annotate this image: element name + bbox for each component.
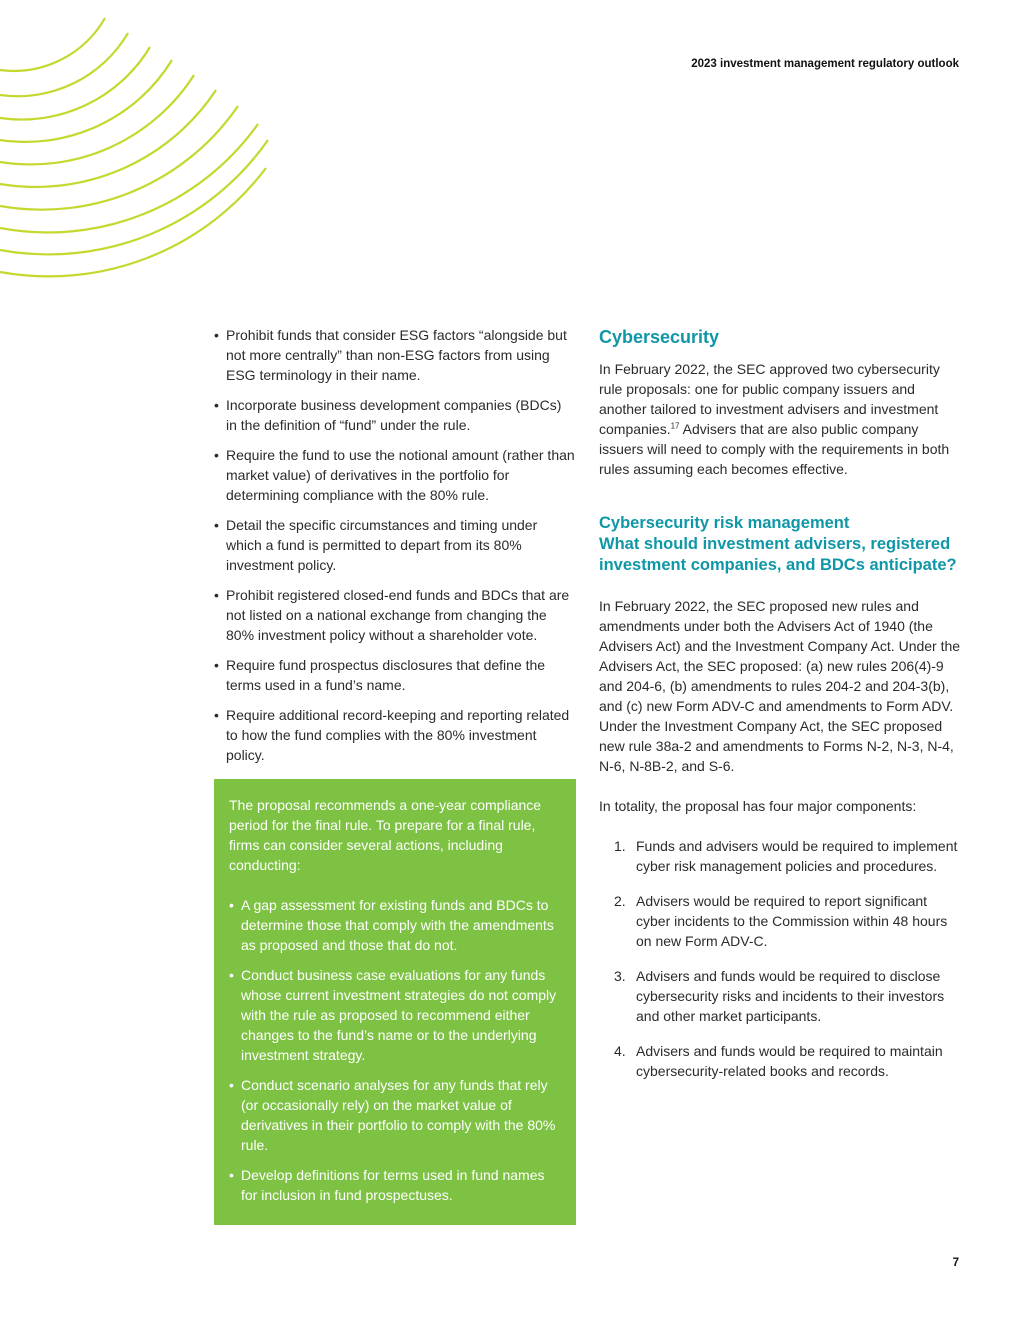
right-column bbox=[599, 325, 964, 1096]
arc-4 bbox=[0, 60, 172, 142]
intro-text: In February 2022, the SEC approved two cybersecurity rule proposals: one for public company issuers and another tailored to investment advisers and investment companies. bbox=[599, 361, 940, 437]
arc-2 bbox=[0, 33, 128, 96]
list-item bbox=[599, 966, 964, 1026]
list-text: Advisers would be required to report significant cyber incidents to the Commission within 48 hours on new Form ADV-C. bbox=[636, 893, 948, 949]
callout-box bbox=[214, 779, 576, 1225]
list-item: • Prohibit funds that consider ESG factors “alongside but not more centrally” than non-ESG factors from using ESG terminology in their name. bbox=[214, 325, 576, 385]
decorative-arcs bbox=[0, 0, 280, 290]
list-text: Funds and advisers would be required to implement cyber risk management policies and procedures. bbox=[636, 838, 958, 874]
list-item: • Prohibit registered closed-end funds and BDCs that are not listed on a national exchange from changing the 80% investment policy without a shareholder vote. bbox=[214, 585, 576, 645]
list-item: • A gap assessment for existing funds and BDCs to determine those that comply with the amendments as proposed and those that do not. bbox=[229, 895, 561, 955]
list-item: • Incorporate business development companies (BDCs) in the definition of “fund” under the rule. bbox=[214, 395, 576, 435]
running-header: 2023 investment management regulatory outlook bbox=[691, 58, 959, 70]
list-item: • Conduct scenario analyses for any funds that rely (or occasionally rely) on the market value of derivatives in their portfolio to comply with the 80% rule. bbox=[229, 1075, 561, 1155]
list-item: • Conduct business case evaluations for any funds whose current investment strategies do not comply with the rule as proposed to recommend either changes to the fund’s name or to the underlying investment strategy. bbox=[229, 965, 561, 1065]
components-list bbox=[599, 836, 964, 1081]
list-item bbox=[599, 891, 964, 951]
callout-intro: The proposal recommends a one-year compliance period for the final rule. To prepare for a final rule, firms can consider several actions, including conducting: bbox=[229, 797, 542, 873]
list-text: Advisers and funds would be required to disclose cybersecurity risks and incidents to their investors and other market participants. bbox=[636, 968, 945, 1024]
components-intro: In totality, the proposal has four major components: bbox=[599, 798, 917, 814]
list-text: Advisers and funds would be required to maintain cybersecurity-related books and records. bbox=[636, 1043, 943, 1079]
list-item: • Require fund prospectus disclosures that define the terms used in a fund’s name. bbox=[214, 655, 576, 695]
list-number: 1. bbox=[614, 838, 626, 854]
body-paragraph: In February 2022, the SEC proposed new rules and amendments under both the Advisers Act of 1940 (the Advisers Act) and the Investment Company Act. Under the Advisers Act, the SEC proposed: (a) new rules 206(4)-9 and 204-6, (b) amendments to rules 204-2 and 204-3(b), and (c) new Form ADV-C and amendments to Form ADV. Under the Investment Company Act, the SEC proposed new rule 38a-2 and amendments to Forms N-2, N-3, N-4, N-6, N-8B-2, and S-6. bbox=[599, 598, 961, 774]
list-item: • Require the fund to use the notional amount (rather than market value) of derivatives in the portfolio for determining compliance with the 80% rule. bbox=[214, 445, 576, 505]
list-number: 3. bbox=[614, 968, 626, 984]
footnote-ref: 17 bbox=[670, 421, 680, 431]
arc-7 bbox=[0, 106, 238, 210]
list-item: • Detail the specific circumstances and timing under which a fund is permitted to depart from its 80% investment policy. bbox=[214, 515, 576, 575]
list-item: • Develop definitions for terms used in fund names for inclusion in fund prospectuses. bbox=[229, 1165, 561, 1205]
subsection-title-line1: Cybersecurity risk management bbox=[599, 514, 850, 532]
subsection-title-line2: What should investment advisers, registered investment companies, and BDCs anticipate? bbox=[599, 535, 957, 574]
arc-9 bbox=[0, 140, 268, 254]
arc-6 bbox=[0, 90, 216, 187]
intro-paragraph bbox=[599, 359, 964, 479]
arc-10 bbox=[0, 168, 266, 276]
requirements-list bbox=[214, 325, 576, 765]
list-item: • Require additional record-keeping and reporting related to how the fund complies with the 80% investment policy. bbox=[214, 705, 576, 765]
list-item bbox=[599, 1041, 964, 1081]
list-number: 2. bbox=[614, 893, 626, 909]
list-number: 4. bbox=[614, 1043, 626, 1059]
page-number: 7 bbox=[952, 1257, 959, 1269]
intro-text-continued: Advisers that are also public company issuers will need to comply with the requirements in both rules assuming each becomes effective. bbox=[599, 421, 950, 477]
subsection-title bbox=[599, 513, 964, 576]
left-column bbox=[214, 325, 576, 1225]
arc-1 bbox=[0, 18, 105, 71]
section-title: Cybersecurity bbox=[599, 327, 720, 347]
list-item bbox=[599, 836, 964, 876]
callout-list bbox=[229, 895, 561, 1205]
